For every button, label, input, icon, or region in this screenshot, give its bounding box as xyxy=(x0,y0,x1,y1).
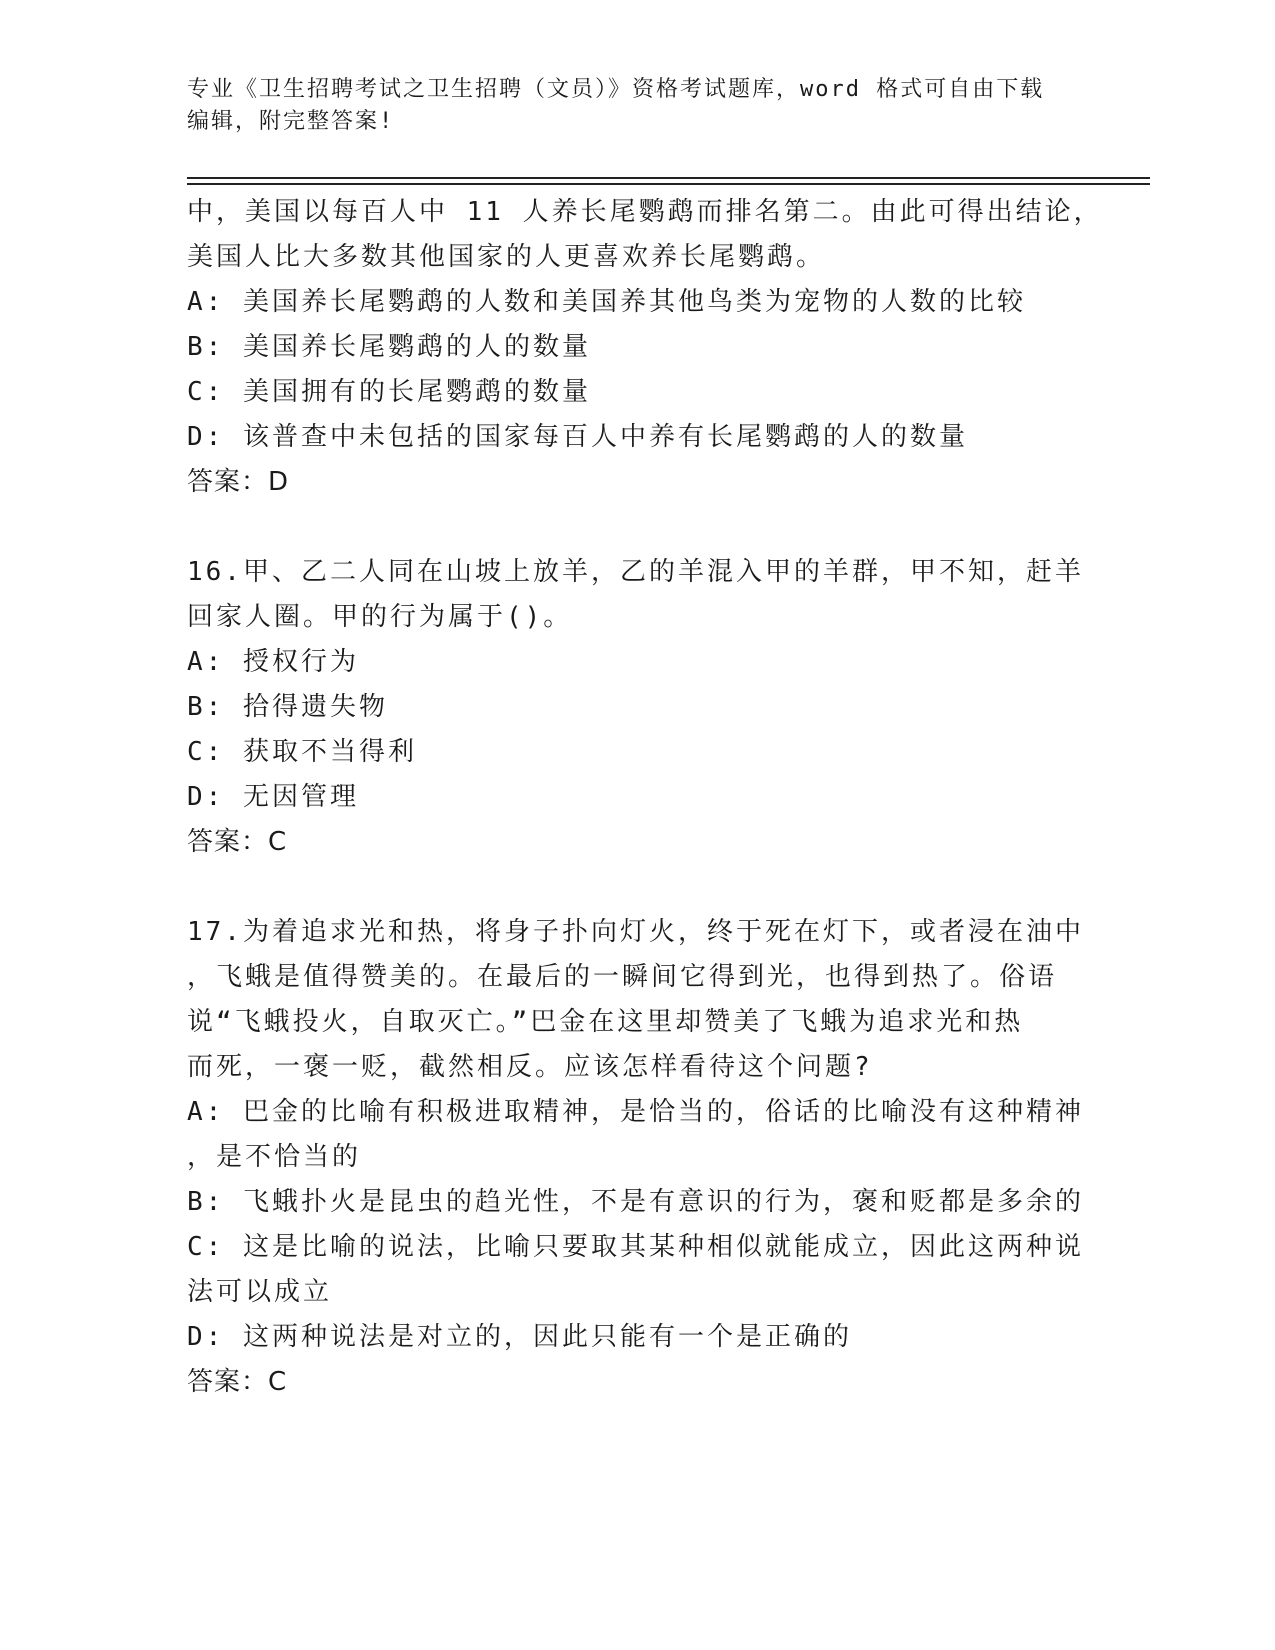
question-stem-line: 说“飞蛾投火，自取灭亡。”巴金在这里却赞美了飞蛾为追求光和热 xyxy=(187,1007,1024,1037)
question-stem-line: 回家人圈。甲的行为属于()。 xyxy=(187,602,573,632)
header-line-1: 专业《卫生招聘考试之卫生招聘（文员）》资格考试题库，word 格式可自由下载 xyxy=(187,77,1045,102)
question-spacer xyxy=(187,505,1087,550)
question-list xyxy=(187,190,1103,1405)
option-a: A: 授权行为 xyxy=(187,647,359,677)
question-spacer xyxy=(187,865,1087,910)
question-stem-line: 16.甲、乙二人同在山坡上放羊，乙的羊混入甲的羊群，甲不知，赶羊 xyxy=(187,557,1084,587)
question-stem-line: 17.为着追求光和热，将身子扑向灯火，终于死在灯下，或者浸在油中 xyxy=(187,917,1084,947)
question-stem-line: 而死，一褒一贬，截然相反。应该怎样看待这个问题? xyxy=(187,1052,873,1082)
header-divider-top xyxy=(187,177,1150,179)
option-a: A: 美国养长尾鹦鹉的人数和美国养其他鸟类为宠物的人数的比较 xyxy=(187,287,1026,317)
question-stem-line: 美国人比大多数其他国家的人更喜欢养长尾鹦鹉。 xyxy=(187,242,826,272)
question-17 xyxy=(187,910,1087,1405)
option-d: D: 无因管理 xyxy=(187,782,359,812)
question-16 xyxy=(187,550,1087,865)
option-c: C: 获取不当得利 xyxy=(187,737,417,767)
question-stem-line: ，飞蛾是值得赞美的。在最后的一瞬间它得到光，也得到热了。俗语 xyxy=(187,962,1058,992)
option-b: B: 拾得遗失物 xyxy=(187,692,388,722)
option-d: D: 该普查中未包括的国家每百人中养有长尾鹦鹉的人的数量 xyxy=(187,422,968,452)
answer-line: 答案：C xyxy=(187,1367,288,1397)
question-15 xyxy=(187,190,1103,505)
header-line-2: 编辑，附完整答案! xyxy=(187,109,395,134)
option-c: C: 这是比喻的说法，比喻只要取其某种相似就能成立，因此这两种说 xyxy=(187,1232,1084,1262)
option-d: D: 这两种说法是对立的，因此只能有一个是正确的 xyxy=(187,1322,852,1352)
option-b: B: 美国养长尾鹦鹉的人的数量 xyxy=(187,332,591,362)
header-divider-bottom xyxy=(187,183,1150,185)
option-a-continued: ，是不恰当的 xyxy=(187,1142,362,1172)
answer-line: 答案：D xyxy=(187,467,290,497)
answer-line: 答案：C xyxy=(187,827,288,857)
option-b: B: 飞蛾扑火是昆虫的趋光性，不是有意识的行为，褒和贬都是多余的 xyxy=(187,1187,1084,1217)
question-stem-line: 中，美国以每百人中 11 人养长尾鹦鹉而排名第二。由此可得出结论， xyxy=(187,197,1103,227)
option-a: A: 巴金的比喻有积极进取精神，是恰当的，俗话的比喻没有这种精神 xyxy=(187,1097,1084,1127)
option-c: C: 美国拥有的长尾鹦鹉的数量 xyxy=(187,377,591,407)
document-header xyxy=(187,74,1087,138)
option-c-continued: 法可以成立 xyxy=(187,1277,333,1307)
